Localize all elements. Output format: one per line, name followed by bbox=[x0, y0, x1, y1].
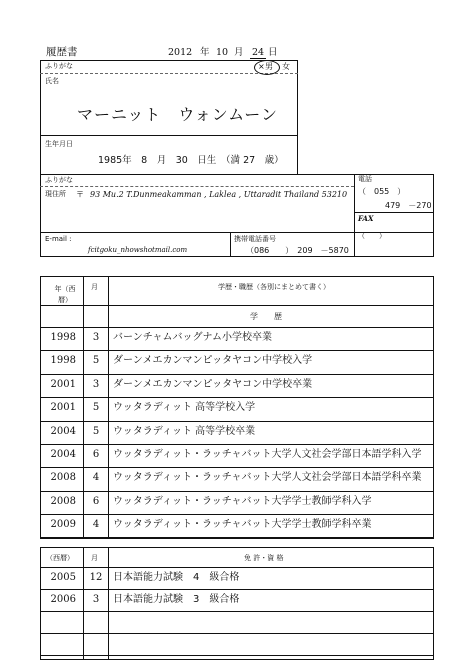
row-divider bbox=[40, 514, 434, 515]
row-text: ダーンメエカンマンピッタヤコン中学校卒業 bbox=[113, 378, 313, 390]
row-text: ウッタラディット 高等学校入学 bbox=[113, 402, 256, 414]
edu-col-detail-header: 学歴・職歴（各別にまとめて書く） bbox=[218, 283, 330, 291]
fax-label: FAX bbox=[358, 214, 374, 223]
row-text: ウッタラディット・ラッチャバット大学学士教師学科卒業 bbox=[113, 519, 372, 531]
dob-label: 生年月日 bbox=[45, 140, 73, 148]
row-text: 日本語能力試験 4 級合格 bbox=[113, 572, 240, 583]
mobile-value: （086 ） 209 －5870 bbox=[246, 246, 349, 255]
lic-col-month-header: 月 bbox=[91, 554, 98, 562]
resume-title: 履歴書 bbox=[46, 46, 78, 58]
email-value: fcitgoku_nhowshotmail.com bbox=[88, 246, 188, 254]
edu-section-title: 学 歴 bbox=[250, 312, 282, 321]
row-text: 日本語能力試験 3 級合格 bbox=[113, 594, 240, 605]
edu-col-divider-1 bbox=[83, 276, 84, 538]
row-text: ウッタラディット・ラッチャバット大学人文社会学部日本語学科卒業 bbox=[113, 472, 422, 484]
row-divider bbox=[40, 444, 434, 445]
dob-value: 1985年 8 月 30 日生 （満 27 歳） bbox=[98, 155, 284, 166]
date-year: 2012 bbox=[168, 47, 193, 58]
fax-value: （ ） bbox=[358, 232, 386, 240]
phone-label: 電話 bbox=[358, 175, 372, 183]
edu-col-divider-2 bbox=[108, 276, 109, 538]
row-year: 2009 bbox=[50, 519, 76, 531]
lic-col-divider-1 bbox=[83, 547, 84, 660]
row-divider bbox=[40, 350, 434, 351]
date-month: 10 bbox=[216, 47, 229, 58]
gender-female[interactable]: 女 bbox=[282, 62, 290, 71]
postal-mark: 〒 bbox=[76, 190, 84, 199]
row-text: ウッタラディット 高等学校卒業 bbox=[113, 425, 256, 437]
email-label: E-mail : bbox=[45, 235, 72, 243]
row-year: 2001 bbox=[50, 378, 76, 390]
edu-col-month-header: 月 bbox=[91, 283, 98, 291]
row-month: 3 bbox=[92, 378, 100, 390]
row-divider bbox=[40, 611, 434, 612]
row-divider bbox=[40, 589, 434, 590]
date-year-unit: 年 bbox=[200, 47, 210, 58]
row-month: 4 bbox=[92, 519, 100, 531]
row-text: ウッタラディット・ラッチャバット大学人文社会学部日本語学科入学 bbox=[113, 449, 422, 460]
date-day-unit: 日 bbox=[268, 47, 278, 58]
row-year: 2005 bbox=[50, 572, 76, 583]
lic-col-divider-2 bbox=[108, 547, 109, 660]
edu-header-divider bbox=[40, 305, 434, 306]
phone-number: 479 －270 bbox=[385, 201, 432, 210]
row-month: 4 bbox=[92, 472, 100, 484]
name-dob-divider bbox=[40, 135, 298, 136]
row-divider bbox=[40, 467, 434, 468]
row-divider bbox=[40, 655, 434, 656]
name-value: マーニット ウォンムーン bbox=[77, 105, 278, 124]
row-text: ダーンメエカンマンピッタヤコン中学校入学 bbox=[113, 355, 313, 367]
row-month: 5 bbox=[92, 355, 100, 367]
row-year: 1998 bbox=[50, 355, 76, 367]
gender-male[interactable]: 男 bbox=[265, 62, 273, 71]
row-month: 5 bbox=[92, 402, 100, 414]
row-month: 12 bbox=[89, 572, 103, 583]
address-value: 93 Mu.2 T.Dunmeakamman , Laklea , Uttaradit Thailand 53210 bbox=[90, 190, 348, 199]
row-divider bbox=[40, 633, 434, 634]
edu-col-year-header: 年（西暦） bbox=[54, 285, 76, 304]
row-year: 1998 bbox=[50, 332, 76, 343]
row-divider bbox=[40, 397, 434, 398]
row-month: 6 bbox=[92, 449, 100, 460]
row-text: ウッタラディット・ラッチャバット大学学士教師学科入学 bbox=[113, 495, 372, 507]
email-mobile-divider bbox=[230, 232, 231, 257]
address-furigana-divider bbox=[40, 186, 354, 187]
name-furigana-label: ふりがな bbox=[45, 62, 73, 70]
row-year: 2001 bbox=[50, 402, 76, 414]
address-label: 現住所 bbox=[45, 190, 66, 198]
date-month-unit: 月 bbox=[234, 47, 244, 58]
lic-header-divider bbox=[40, 567, 434, 568]
row-month: 6 bbox=[92, 495, 100, 507]
row-month: 3 bbox=[92, 594, 100, 605]
address-furigana-label: ふりがな bbox=[45, 176, 73, 184]
phone-area-code: （ 055 ） bbox=[358, 187, 406, 196]
row-divider bbox=[40, 491, 434, 492]
row-year: 2008 bbox=[50, 495, 76, 507]
name-label: 氏名 bbox=[45, 77, 59, 85]
row-divider bbox=[40, 374, 434, 375]
lic-col-year-header: （西暦） bbox=[46, 554, 74, 562]
row-year: 2004 bbox=[50, 449, 76, 460]
contact-vertical-divider bbox=[354, 174, 355, 257]
mobile-label: 携帯電話番号 bbox=[234, 235, 276, 243]
phone-fax-divider bbox=[354, 212, 434, 213]
row-month: 3 bbox=[92, 332, 100, 343]
row-year: 2006 bbox=[50, 594, 76, 605]
row-year: 2004 bbox=[50, 425, 76, 437]
row-divider bbox=[40, 538, 434, 539]
date-day: 24 bbox=[252, 47, 265, 58]
lic-col-detail-header: 免 許・資 格 bbox=[244, 554, 284, 562]
row-text: バーンチャムバッグナム小学校卒業 bbox=[113, 332, 272, 343]
edu-section-divider bbox=[40, 327, 434, 328]
gender-x-mark: × bbox=[258, 62, 265, 71]
row-year: 2008 bbox=[50, 472, 76, 484]
row-divider bbox=[40, 421, 434, 422]
row-month: 5 bbox=[92, 425, 100, 437]
